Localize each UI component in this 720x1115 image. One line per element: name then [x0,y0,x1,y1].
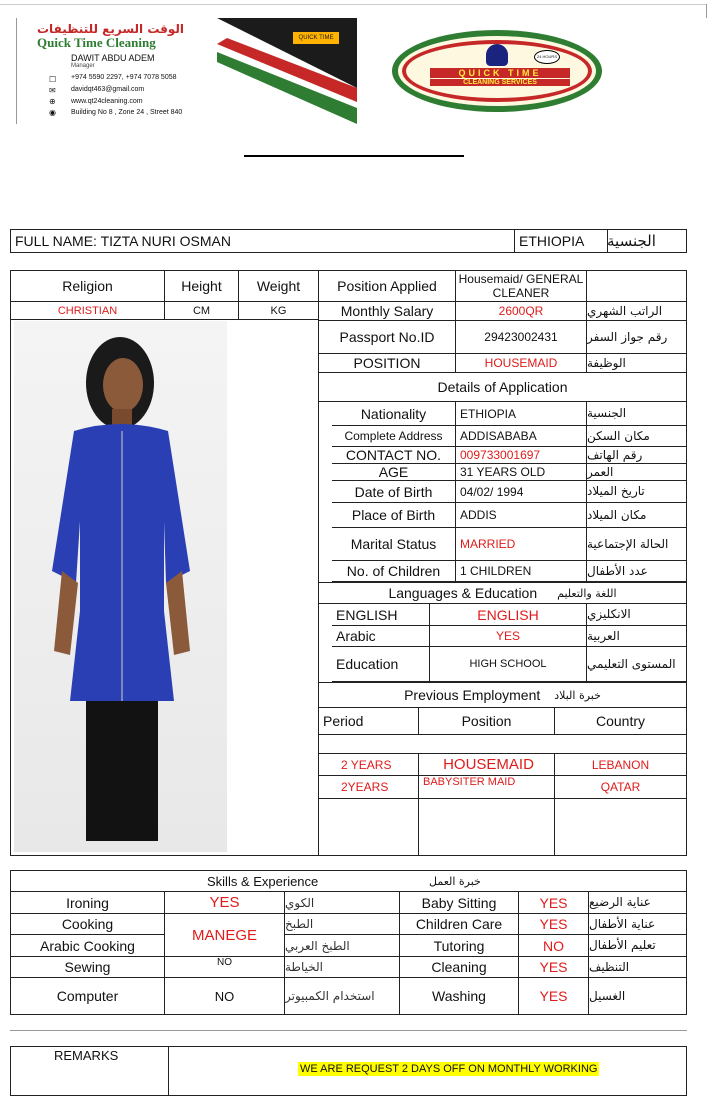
position-label: Position Applied [318,270,456,302]
languages-title-row [318,582,687,604]
skill-left-value: YES [164,891,285,914]
skill-left-label: Arabic Cooking [10,934,165,957]
employment-col-country: Country [554,707,687,735]
skill-right-ar: عناية الأطفال [588,913,687,935]
globe-icon: ⊕ [49,97,56,106]
skill-right-value: YES [518,977,589,1015]
header-badge: QUICK TIME [293,32,339,44]
manager-name: DAWIT ABDU ADEM [71,53,155,63]
detail-label-ar: رقم جواز السفر [586,320,687,354]
application-label: Date of Birth [332,480,456,503]
application-label-ar: عدد الأطفال [586,560,687,582]
logo-line2: CLEANING SERVICES [430,79,570,86]
detail-value: 29423002431 [455,320,587,354]
company-header [16,18,347,124]
remarks-separator [168,1046,169,1096]
skill-left-value: NO [164,977,285,1015]
skill-right-ar: عناية الرضيع [588,891,687,914]
application-label-ar: رقم الهاتف [586,446,687,464]
skill-left-label: Sewing [10,956,165,978]
skill-right-ar: تعليم الأطفال [588,934,687,957]
language-label: Education [332,646,430,682]
header-nationality-value: ETHIOPIA [514,229,608,253]
skill-left-ar: الكوي [284,891,400,914]
application-label-ar: مكان الميلاد [586,502,687,528]
language-label-ar: المستوى التعليمي [586,646,687,682]
corner-mark [706,4,707,18]
application-value: ADDIS [455,502,587,528]
application-value: ADDISABABA [455,425,587,447]
skill-cooking-merged: MANEGE [164,913,285,957]
application-label: Nationality [332,401,456,426]
top-line [0,4,706,5]
skill-right-label: Children Care [399,913,519,935]
manager-title: Manager [71,63,95,69]
skill-left-ar: الطبخ العربي [284,934,400,957]
skills-title-ar: خبرة العمل [429,874,481,888]
company-email: davidqt463@gmail.com [71,86,145,93]
employment-blank-2 [418,798,555,856]
employment-period: 2YEARS [318,775,419,799]
application-value: 009733001697 [455,446,587,464]
application-label: AGE [332,463,456,481]
detail-label: Monthly Salary [318,301,456,321]
company-website: www.qt24cleaning.com [71,98,143,105]
language-label-ar: الانكليزي [586,603,687,626]
skill-left-value: NO [164,956,285,978]
language-label: ENGLISH [332,603,430,626]
company-address: Building No 8 , Zone 24 , Street 840 [71,109,183,116]
application-value: MARRIED [455,527,587,561]
employment-position: HOUSEMAID [418,753,555,776]
cleaner-figure [486,44,508,66]
skill-right-value: YES [518,891,589,914]
application-label-ar: تاريخ الميلاد [586,480,687,503]
skill-left-label: Ironing [10,891,165,914]
email-icon: ✉ [49,86,56,95]
language-value: ENGLISH [429,603,587,626]
company-phone: +974 5590 2297, +974 7078 5058 [71,74,177,81]
logo-24: 24 HOURS [534,50,560,64]
detail-label-ar: الراتب الشهري [586,301,687,321]
employment-blank-1 [318,798,419,856]
remarks-text: WE ARE REQUEST 2 DAYS OFF ON MONTHLY WORKING [300,1063,598,1075]
languages-left-border [318,603,319,682]
language-label-ar: العربية [586,625,687,647]
skill-right-label: Cleaning [399,956,519,978]
skill-left-ar: الخياطة [284,956,400,978]
application-label: Place of Birth [332,502,456,528]
skills-title: Skills & Experience [207,873,319,889]
application-label: Marital Status [332,527,456,561]
divider [244,155,464,157]
application-value: ETHIOPIA [455,401,587,426]
weight-label: Weight [238,270,319,302]
employment-country: QATAR [554,775,687,799]
application-left-border [318,401,319,582]
skill-right-value: YES [518,913,589,935]
weight-value: KG [238,301,319,320]
application-title: Details of Application [318,372,687,402]
detail-value: HOUSEMAID [455,353,587,373]
photo-frame [10,319,319,856]
skill-right-label: Baby Sitting [399,891,519,914]
language-value: YES [429,625,587,647]
location-icon: ◉ [49,108,56,117]
detail-label: POSITION [318,353,456,373]
application-label-ar: مكان السكن [586,425,687,447]
company-name-ar: الوقت السريع للتنظيفات [37,22,185,36]
language-label: Arabic [332,625,430,647]
remarks-label: REMARKS [54,1048,119,1063]
skills-title-row [10,870,687,892]
employment-col-period: Period [318,707,419,735]
full-name: FULL NAME: TIZTA NURI OSMAN [10,229,515,253]
employment-period: 2 YEARS [318,753,419,776]
religion-value: CHRISTIAN [10,301,165,320]
skill-left-ar: الطبخ [284,913,400,935]
logo-line1: QUICK TIME [430,68,570,78]
application-label: No. of Children [332,560,456,582]
employment-blank-3 [554,798,687,856]
application-label-ar: الحالة الإجتماعية [586,527,687,561]
application-value: 31 YEARS OLD [455,463,587,481]
application-label-ar: العمر [586,463,687,481]
employment-title-row [318,682,687,708]
height-value: CM [164,301,239,320]
skill-right-ar: الغسيل [588,977,687,1015]
application-value: 1 CHILDREN [455,560,587,582]
employment-blank-row [318,734,687,754]
application-label-ar: الجنسية [586,401,687,426]
remarks-divider [10,1030,687,1031]
employment-country: LEBANON [554,753,687,776]
detail-value: 2600QR [455,301,587,321]
employment-title: Previous Employment [404,687,541,703]
skill-right-label: Tutoring [399,934,519,957]
skill-right-value: YES [518,956,589,978]
top-row-empty [586,270,687,302]
languages-title-ar: اللغة والتعليم [557,586,617,600]
phone-icon: ☐ [49,75,57,84]
skill-left-label: Cooking [10,913,165,935]
application-label: Complete Address [332,425,456,447]
language-value: HIGH SCHOOL [429,646,587,682]
employment-position: BABYSITER MAID [418,775,555,799]
application-value: 04/02/ 1994 [455,480,587,503]
application-label: CONTACT NO. [332,446,456,464]
skill-right-value: NO [518,934,589,957]
employment-col-position: Position [418,707,555,735]
detail-label-ar: الوظيفة [586,353,687,373]
skill-left-label: Computer [10,977,165,1015]
languages-title: Languages & Education [388,585,538,601]
skill-right-label: Washing [399,977,519,1015]
skill-right-ar: التنظيف [588,956,687,978]
height-label: Height [164,270,239,302]
detail-label: Passport No.ID [318,320,456,354]
skill-left-ar: استخدام الكمبيوتر [284,977,400,1015]
company-name-en: Quick Time Cleaning [37,35,156,50]
company-logo [392,30,602,112]
position-value: Housemaid/ GENERAL CLEANER [455,270,587,302]
employment-title-ar: خبرة البلاد [554,688,601,702]
header-nationality-ar: الجنسية [607,229,687,253]
religion-label: Religion [10,270,165,302]
